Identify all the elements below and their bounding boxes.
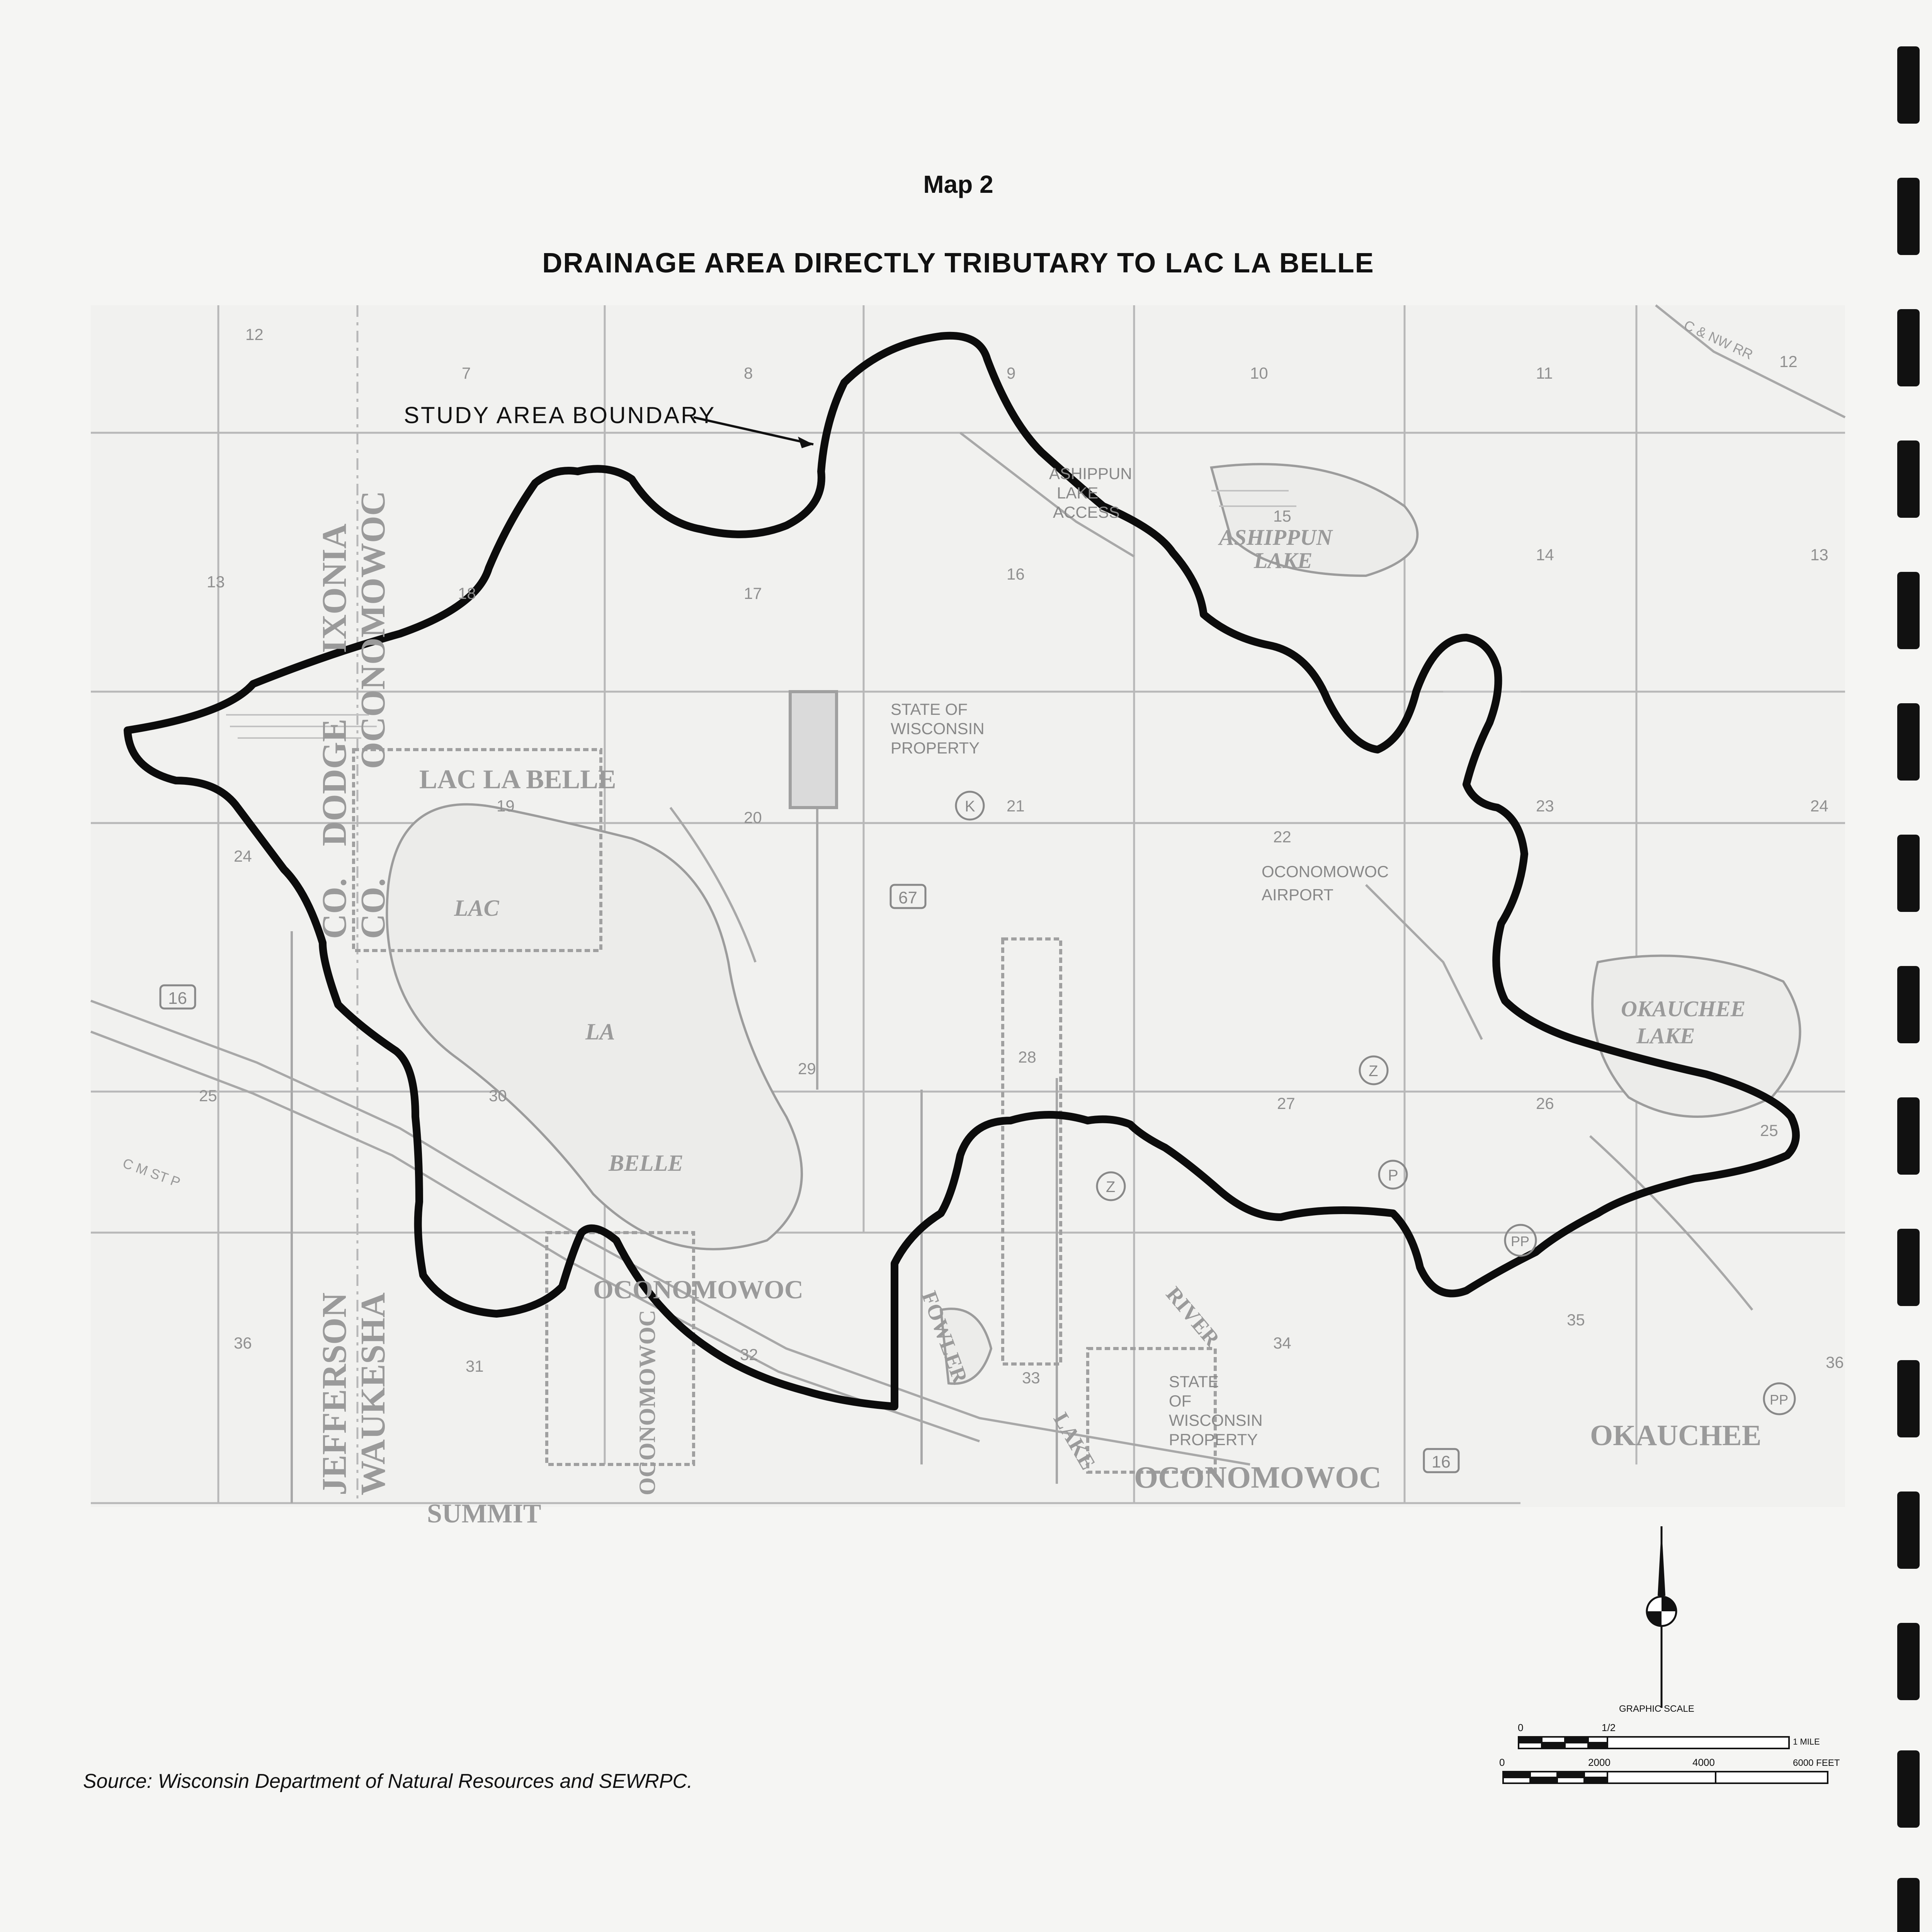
place-label-okauchee: OKAUCHEE [1621,996,1746,1021]
svg-text:Z: Z [1369,1063,1378,1080]
svg-text:K: K [965,798,975,815]
section-number: 14 [1536,546,1554,564]
binding-hole-icon [1897,1878,1920,1932]
county-label-dodge: DODGE [315,718,354,846]
airport-label-oconomowoc: OCONOMOWOC [1262,862,1389,881]
place-label-okauchee-lake: LAKE [1636,1023,1695,1048]
section-number: 28 [1018,1048,1036,1066]
section-number: 30 [489,1087,507,1105]
section-number: 34 [1273,1334,1291,1352]
rail-label-cmstp: C M ST P [121,1155,183,1190]
county-label-jefferson: JEFFERSON [315,1292,354,1495]
property-label-wisconsin: WISCONSIN [891,719,985,738]
section-number: 11 [1536,364,1553,382]
property-label-property: PROPERTY [891,739,980,757]
section-number: 25 [1760,1121,1778,1139]
binding-hole-icon [1897,1492,1920,1569]
section-number: 12 [245,325,264,344]
map-number: Map 2 [923,170,993,198]
section-number: 24 [234,847,252,865]
binding-hole-icon [1897,835,1920,912]
place-label-lac-la-belle: LAC LA BELLE [419,765,616,794]
place-label-belle: BELLE [609,1150,684,1176]
section-number: 21 [1007,797,1025,815]
place-label-oconomowoc-2: OCONOMOWOC [1134,1461,1381,1495]
svg-text:67: 67 [898,888,917,907]
scale-bar-feet [1503,1772,1828,1783]
binding-hole-icon [1897,572,1920,649]
county-label-waukesha: WAUKESHA [354,1292,392,1495]
section-number: 23 [1536,797,1554,815]
svg-text:PP: PP [1511,1233,1530,1249]
binding-hole-icon [1897,46,1920,124]
water-label-river: RIVER [1161,1282,1225,1351]
scale-mile-end: 1 MILE [1793,1737,1820,1747]
county-label-oconomowoc: OCONOMOWOC [354,491,392,769]
section-number: 8 [744,364,753,382]
svg-text:16: 16 [1432,1452,1451,1471]
place-label-oconomowoc-3: OCONOMOWOC [634,1310,660,1495]
section-number: 19 [497,797,515,815]
place-label-ashippun-lake: LAKE [1254,548,1313,573]
scale-mile-half: 1/2 [1602,1722,1616,1733]
property-label-wisconsin-2: WISCONSIN [1169,1411,1263,1429]
boundary-label: STUDY AREA BOUNDARY [404,402,716,428]
binding-hole-icon [1897,1623,1920,1700]
binding-hole-icon [1897,178,1920,255]
place-label-summit: SUMMIT [427,1499,541,1529]
property-label-state-of: STATE OF [891,700,968,718]
section-number: 27 [1277,1094,1295,1112]
property-label-of-2: OF [1169,1392,1192,1410]
map-title: DRAINAGE AREA DIRECTLY TRIBUTARY TO LAC LA BELLE [542,248,1374,279]
section-number: 31 [466,1357,484,1375]
property-label-state-2: STATE [1169,1372,1219,1391]
section-number: 7 [462,364,471,382]
graphic-scale [1499,1700,1855,1801]
scale-feet-0: 0 [1499,1757,1505,1768]
scale-feet-4000: 4000 [1692,1757,1715,1768]
okauchee-lake [1592,956,1800,1117]
rail-label-cnw: C & NW RR [1681,317,1755,363]
access-label-access: ACCESS [1053,503,1120,521]
section-number: 20 [744,808,762,827]
svg-text:PP: PP [1770,1392,1789,1408]
place-label-oconomowoc-1: OCONOMOWOC [593,1275,803,1304]
section-number: 35 [1567,1311,1585,1329]
section-number: 36 [234,1334,252,1352]
map-source-note: Source: Wisconsin Department of Natural Resources and SEWRPC. [83,1770,693,1793]
place-label-la: LA [585,1019,615,1044]
section-number: 12 [1779,352,1798,371]
binding-hole-icon [1897,1750,1920,1828]
water-label-fowler: FOWLER [917,1288,973,1387]
section-number: 10 [1250,364,1268,382]
section-number: 22 [1273,828,1291,846]
section-number: 18 [458,584,476,602]
binding-hole-icon [1897,1229,1920,1306]
place-label-okauchee-town: OKAUCHEE [1590,1419,1762,1452]
binding-hole-icon [1897,1097,1920,1175]
county-label-co-2: CO. [354,878,392,939]
section-number: 25 [199,1087,217,1105]
north-arrow-icon [1623,1526,1700,1708]
drainage-map [91,305,1845,1529]
county-label-ixonia: IXONIA [315,523,354,653]
county-label-co-1: CO. [315,878,354,939]
binding-hole-icon [1897,966,1920,1043]
access-label-ashippun: ASHIPPUN [1049,464,1132,483]
svg-text:16: 16 [168,989,187,1008]
scale-mile-0: 0 [1518,1722,1524,1733]
scale-feet-end: 6000 FEET [1793,1758,1840,1768]
binding-hole-icon [1897,703,1920,781]
section-number: 16 [1007,565,1025,583]
place-label-lac: LAC [454,895,499,921]
water-label-lake: LAKE [1048,1408,1100,1474]
section-number: 9 [1007,364,1016,382]
section-number: 26 [1536,1094,1554,1112]
airport-label-airport: AIRPORT [1262,886,1333,904]
section-number: 13 [207,573,225,591]
binding-hole-icon [1897,440,1920,518]
scale-feet-2000: 2000 [1588,1757,1611,1768]
svg-text:P: P [1388,1167,1398,1184]
scale-bar-miles [1519,1737,1789,1748]
section-number: 17 [744,584,762,602]
access-label-lake: LAKE [1057,484,1099,502]
binding-hole-icon [1897,309,1920,386]
section-number: 15 [1273,507,1291,525]
section-number: 24 [1810,797,1828,815]
property-label-property-2: PROPERTY [1169,1430,1258,1449]
svg-text:Z: Z [1106,1179,1116,1196]
section-number: 13 [1810,546,1828,564]
place-label-ashippun: ASHIPPUN [1219,525,1333,550]
section-number: 32 [740,1345,758,1364]
section-number: 29 [798,1060,816,1078]
section-number: 36 [1826,1353,1844,1371]
scale-title: GRAPHIC SCALE [1619,1704,1694,1714]
binding-hole-icon [1897,1360,1920,1437]
section-number: 33 [1022,1369,1040,1387]
